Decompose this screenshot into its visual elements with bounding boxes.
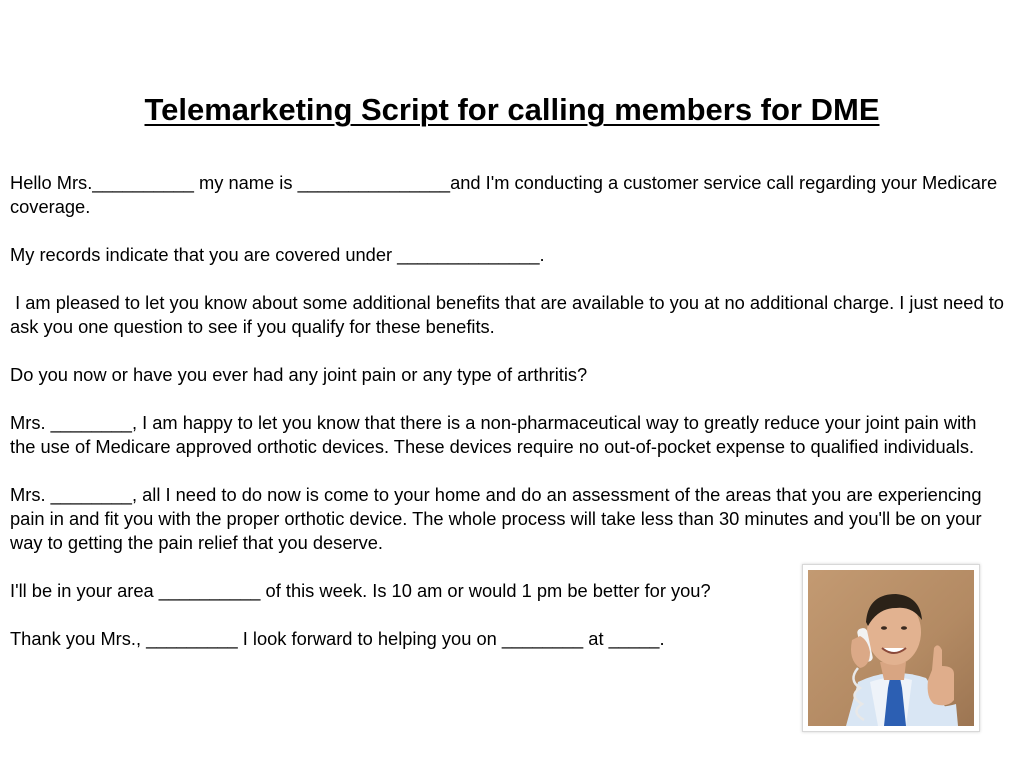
script-paragraph-assessment: Mrs. ________, all I need to do now is come to your home and do an assessment of the areas that you are experiencing pain in and fit you with the proper orthotic device. The whole process will take less than 30 minutes and you'll be on your way to getting the pain relief that you deserve. — [10, 484, 987, 553]
man-on-phone-illustration — [808, 570, 974, 726]
script-paragraph-closing: Thank you Mrs., _________ I look forward to helping you on ________ at _____. — [10, 628, 665, 649]
script-paragraph-question: Do you now or have you ever had any joint pain or any type of arthritis? — [10, 364, 588, 385]
script-paragraph-greeting: Hello Mrs.__________ my name is _______________and I'm conducting a customer service call regarding your Medicare coverage. — [10, 172, 1003, 217]
agent-photo — [802, 564, 980, 732]
page-title: Telemarketing Script for calling members for DME — [144, 92, 880, 127]
script-paragraph-schedule: I'll be in your area __________ of this week. Is 10 am or would 1 pm be better for you? — [10, 580, 711, 601]
script-paragraph-orthotics: Mrs. ________, I am happy to let you know that there is a non-pharmaceutical way to greatly reduce your joint pain with the use of Medicare approved orthotic devices. These devices require no out-of-pocket expense to qualified individuals. — [10, 412, 982, 457]
script-paragraph-benefits: I am pleased to let you know about some additional benefits that are available to you at no additional charge. I just need to ask you one question to see if you qualify for these benefits. — [10, 292, 1010, 337]
script-paragraph-coverage: My records indicate that you are covered under ______________. — [10, 244, 545, 265]
